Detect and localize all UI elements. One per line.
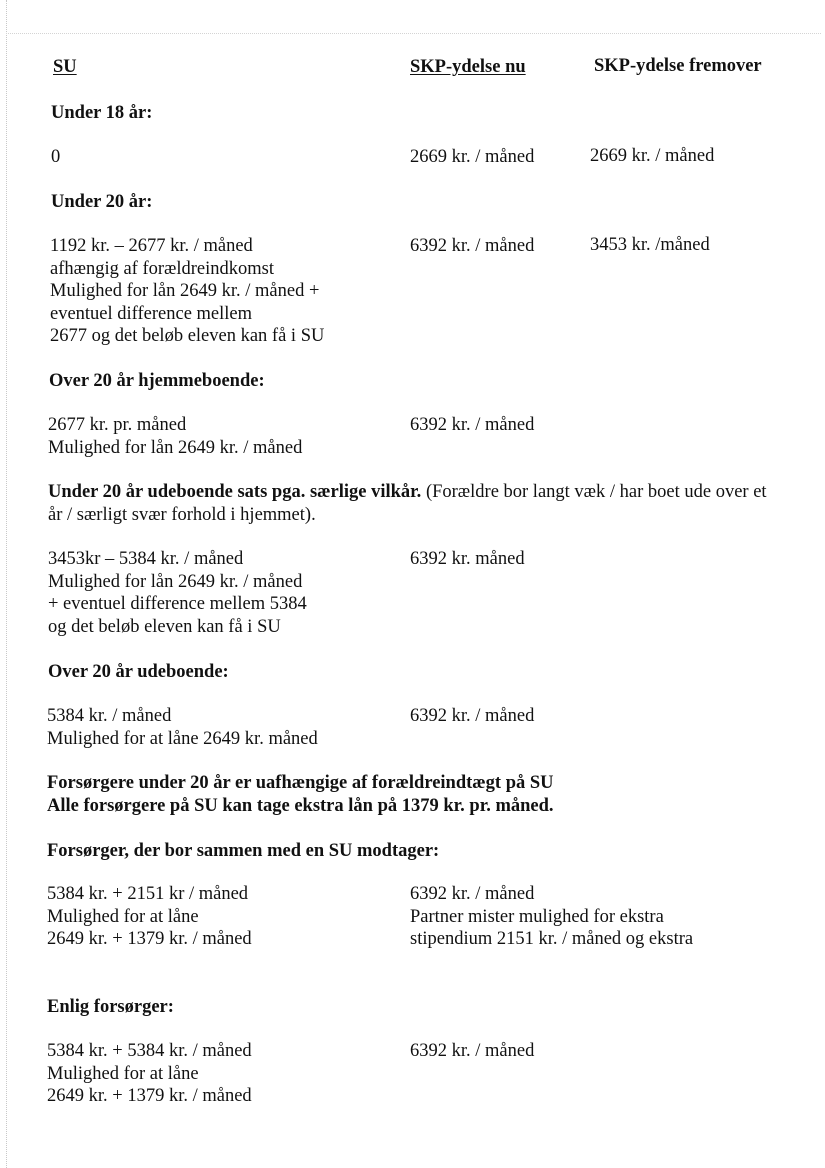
over20-away-su-line: 5384 kr. / måned <box>47 706 172 726</box>
section-heading-under20: Under 20 år: <box>51 192 153 212</box>
under20-su-line: 2677 og det beløb eleven kan få i SU <box>50 326 325 346</box>
over20-home-su-text <box>48 414 302 459</box>
over20-home-su-line: 2677 kr. pr. måned <box>48 415 187 435</box>
over20-home-skp-now: 6392 kr. / måned <box>410 415 535 435</box>
provider-note-line: Alle forsørgere på SU kan tage ekstra lån på 1379 kr. pr. måned. <box>47 795 554 816</box>
single-provider-su-line: 5384 kr. + 5384 kr. / måned <box>47 1041 252 1061</box>
provider-with-su-skp-line: Partner mister mulighed for ekstra <box>410 906 664 927</box>
under20-away-special-su-line: + eventuel difference mellem 5384 <box>48 594 307 614</box>
section-heading-under18: Under 18 år: <box>51 103 153 123</box>
over20-away-su-text <box>47 705 318 750</box>
under20-skp-future: 3453 kr. /måned <box>590 235 710 255</box>
section-heading-over20-away: Over 20 år udeboende: <box>48 662 229 682</box>
single-provider-skp-now: 6392 kr. / måned <box>410 1041 535 1061</box>
header-skp-future: SKP-ydelse fremover <box>594 56 762 76</box>
single-provider-su-text <box>47 1040 252 1108</box>
single-provider-su-line: Mulighed for at låne <box>47 1063 199 1084</box>
over20-home-su-line: Mulighed for lån 2649 kr. / måned <box>48 437 303 458</box>
section-heading-over20-home: Over 20 år hjemmeboende: <box>49 371 265 391</box>
under18-skp-future: 2669 kr. / måned <box>590 146 715 166</box>
over20-away-skp-now: 6392 kr. / måned <box>410 706 535 726</box>
provider-note-line: Forsørgere under 20 år er uafhængige af forældreindtægt på SU <box>47 773 554 793</box>
under20-su-line: afhængig af forældreindkomst <box>50 258 275 279</box>
under20-away-special-heading-bold: Under 20 år udeboende sats pga. særlige vilkår. <box>48 482 422 502</box>
section-heading-provider-with-su: Forsørger, der bor sammen med en SU modtager: <box>47 841 440 861</box>
provider-with-su-skp-line: 6392 kr. / måned <box>410 884 535 904</box>
provider-with-su-su-line: Mulighed for at låne <box>47 906 199 927</box>
over20-away-su-line: Mulighed for at låne 2649 kr. måned <box>47 728 318 749</box>
provider-with-su-su-text <box>47 883 252 951</box>
scan-edge-top <box>6 33 821 35</box>
under18-su-value: 0 <box>51 147 61 167</box>
under20-away-special-su-line: og det beløb eleven kan få i SU <box>48 616 281 637</box>
under20-away-special-heading <box>48 481 778 526</box>
under20-away-special-su-line: Mulighed for lån 2649 kr. / måned <box>48 571 303 592</box>
under20-su-line: eventuel difference mellem <box>50 303 253 324</box>
header-skp-now: SKP-ydelse nu <box>410 57 526 77</box>
under20-away-special-su-text <box>48 548 307 638</box>
under20-su-line: 1192 kr. – 2677 kr. / måned <box>50 236 253 256</box>
under20-away-special-skp-now: 6392 kr. måned <box>410 549 525 569</box>
under18-skp-now: 2669 kr. / måned <box>410 147 535 167</box>
under20-su-text <box>50 235 324 348</box>
under20-skp-now: 6392 kr. / måned <box>410 236 535 256</box>
provider-with-su-skp-text <box>410 883 693 951</box>
scan-edge-left <box>6 0 8 1168</box>
provider-with-su-su-line: 5384 kr. + 2151 kr / måned <box>47 884 249 904</box>
section-heading-single-provider: Enlig forsørger: <box>47 997 174 1017</box>
under20-su-line: Mulighed for lån 2649 kr. / måned + <box>50 281 320 301</box>
provider-with-su-su-line: 2649 kr. + 1379 kr. / måned <box>47 929 252 949</box>
under20-away-special-su-line: 3453kr – 5384 kr. / måned <box>48 549 244 569</box>
provider-notes <box>47 772 554 817</box>
under20-away-special-heading-note: (Forældre bor langt væk / har boet ude over et år / særligt svær forhold i hjemmet). <box>48 482 767 525</box>
single-provider-su-line: 2649 kr. + 1379 kr. / måned <box>47 1086 252 1106</box>
header-su: SU <box>53 57 77 77</box>
provider-with-su-skp-line: stipendium 2151 kr. / måned og ekstra <box>410 929 694 949</box>
